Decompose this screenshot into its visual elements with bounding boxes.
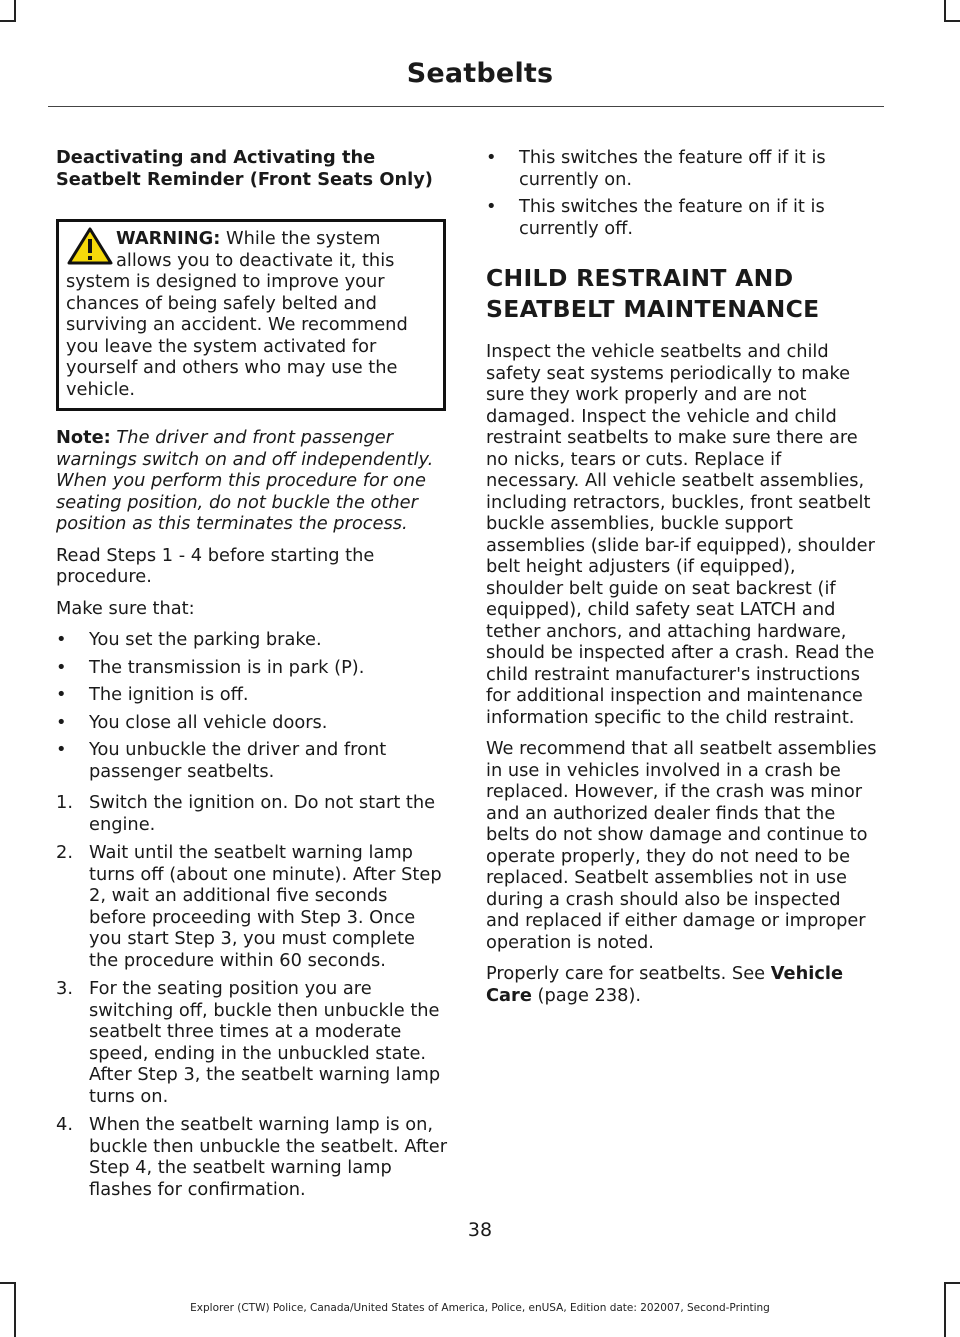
- note-label: Note:: [56, 427, 111, 448]
- left-column: [56, 147, 448, 1210]
- list-item-text: You close all vehicle doors.: [89, 711, 328, 733]
- warning-triangle-icon: [66, 226, 114, 266]
- warning-label: WARNING:: [116, 228, 221, 249]
- list-item-text: You set the parking brake.: [89, 629, 322, 650]
- step-text: When the seatbelt warning lamp is on, buckle then unbuckle the seatbelt. After Step 4, the seatbelt warning lamp flashes for confirmation.: [89, 1114, 448, 1200]
- list-item-text: You unbuckle the driver and front passenger seatbelts.: [89, 739, 387, 782]
- care-suffix: (page 238).: [531, 984, 642, 1006]
- list-item: [56, 657, 448, 679]
- crop-mark: [0, 1282, 16, 1284]
- list-item: [56, 712, 448, 734]
- subsection-heading: Deactivating and Activating the Seatbelt Reminder (Front Seats Only): [56, 147, 433, 190]
- page-number: 38: [467, 1219, 493, 1241]
- warning-text: While the system allows you to deactivate it, this system is designed to improve your chances of being safely belted and surviving an accident. We recommend you leave the system activated for yourself and others who may use the vehicle.: [66, 228, 408, 400]
- bullet-marker: •: [56, 739, 67, 760]
- page-header-title: Seatbelts: [406, 58, 554, 89]
- step-number: 3.: [56, 978, 73, 999]
- vehicle-care-link[interactable]: Vehicle Care: [486, 963, 844, 1006]
- maintenance-paragraph: Inspect the vehicle seatbelts and child safety seat systems periodically to make sure they work properly and are not damaged. Inspect the vehicle and child restraint seatbelts to make sure there are no nicks, tears or cuts. Replace if necessary. All vehicle seatbelt assemblies, including retractors, buckles, front seatbelt buckle assemblies, buckle support assemblies (slide bar-if equipped), shoulder belt height adjusters (if equipped), shoulder belt guide on seat backrest (if equipped), child safety seat LATCH and tether anchors, and attaching hardware, should be inspected after a crash. Read the child restraint manufacturer's instructions for additional inspection and maintenance information specific to the child restraint.: [486, 341, 875, 728]
- step-item: [56, 792, 448, 835]
- replacement-paragraph: We recommend that all seatbelt assemblies in use in vehicles involved in a crash be replaced. However, if the crash was minor and an authorized dealer finds that the belts do not show damage and continue to operate properly, they do not need to be replaced. Seatbelt assemblies not in use during a crash should also be inspected and replaced if either damage or improper operation is noted.: [486, 738, 877, 953]
- step-text: For the seating position you are switching off, buckle then unbuckle the seatbelt three times at a moderate speed, ending in the unbuckled state. After Step 3, the seatbelt warning lamp turns on.: [89, 978, 441, 1107]
- bullet-marker: •: [56, 656, 67, 678]
- note: [56, 427, 448, 535]
- section-title-line: SEATBELT MAINTENANCE: [486, 295, 820, 323]
- step-text: Switch the ignition on. Do not start the engine.: [89, 792, 436, 835]
- step-number: 4.: [56, 1114, 73, 1135]
- bullet-marker: •: [486, 196, 497, 217]
- step-item: [56, 842, 448, 971]
- note-text: The driver and front passenger warnings switch on and off independently. When you perform this procedure for one seating position, do not buckle the other position as this terminates the process.: [56, 427, 434, 534]
- list-item: [56, 629, 448, 651]
- crop-mark: [944, 20, 960, 22]
- checklist: [56, 629, 448, 782]
- section-title: [486, 263, 878, 325]
- bullet-marker: •: [56, 711, 67, 733]
- crop-mark: [944, 0, 946, 22]
- step-text: Wait until the seatbelt warning lamp turns off (about one minute). After Step 2, wait an additional five seconds before proceeding with Step 3. Once you start Step 3, you must complete the procedure within 60 seconds.: [89, 842, 442, 971]
- footer-text: Explorer (CTW) Police, Canada/United States of America, Police, enUSA, Edition date: 202007, Second-Printing: [190, 1302, 770, 1314]
- bullet-marker: •: [56, 684, 67, 705]
- crop-mark: [0, 20, 16, 22]
- step-item: [56, 1114, 448, 1200]
- header-divider: [48, 106, 884, 107]
- bullet-marker: •: [486, 147, 497, 168]
- crop-mark: [14, 0, 16, 22]
- list-item: [56, 739, 448, 782]
- procedure-steps: [56, 792, 448, 1200]
- crop-mark: [944, 1282, 960, 1284]
- warning-box: [56, 219, 446, 411]
- section-title-line: CHILD RESTRAINT AND: [486, 264, 794, 292]
- list-item-text: The ignition is off.: [89, 684, 249, 705]
- care-reference: [486, 963, 878, 1006]
- list-item-text: This switches the feature off if it is currently on.: [519, 147, 826, 190]
- care-prefix: Properly care for seatbelts. See: [486, 963, 771, 984]
- read-steps-text: Read Steps 1 - 4 before starting the procedure.: [56, 544, 375, 587]
- step-number: 1.: [56, 792, 73, 813]
- bullet-marker: •: [56, 629, 67, 650]
- step-item: [56, 978, 448, 1107]
- list-item: [486, 147, 878, 190]
- right-column: [486, 147, 878, 1016]
- list-item: [486, 196, 878, 239]
- make-sure-text: Make sure that:: [56, 597, 195, 619]
- list-item: [56, 684, 448, 706]
- list-item-text: The transmission is in park (P).: [89, 656, 365, 678]
- step-number: 2.: [56, 842, 73, 863]
- result-bullets: [486, 147, 878, 239]
- list-item-text: This switches the feature on if it is currently off.: [519, 196, 825, 239]
